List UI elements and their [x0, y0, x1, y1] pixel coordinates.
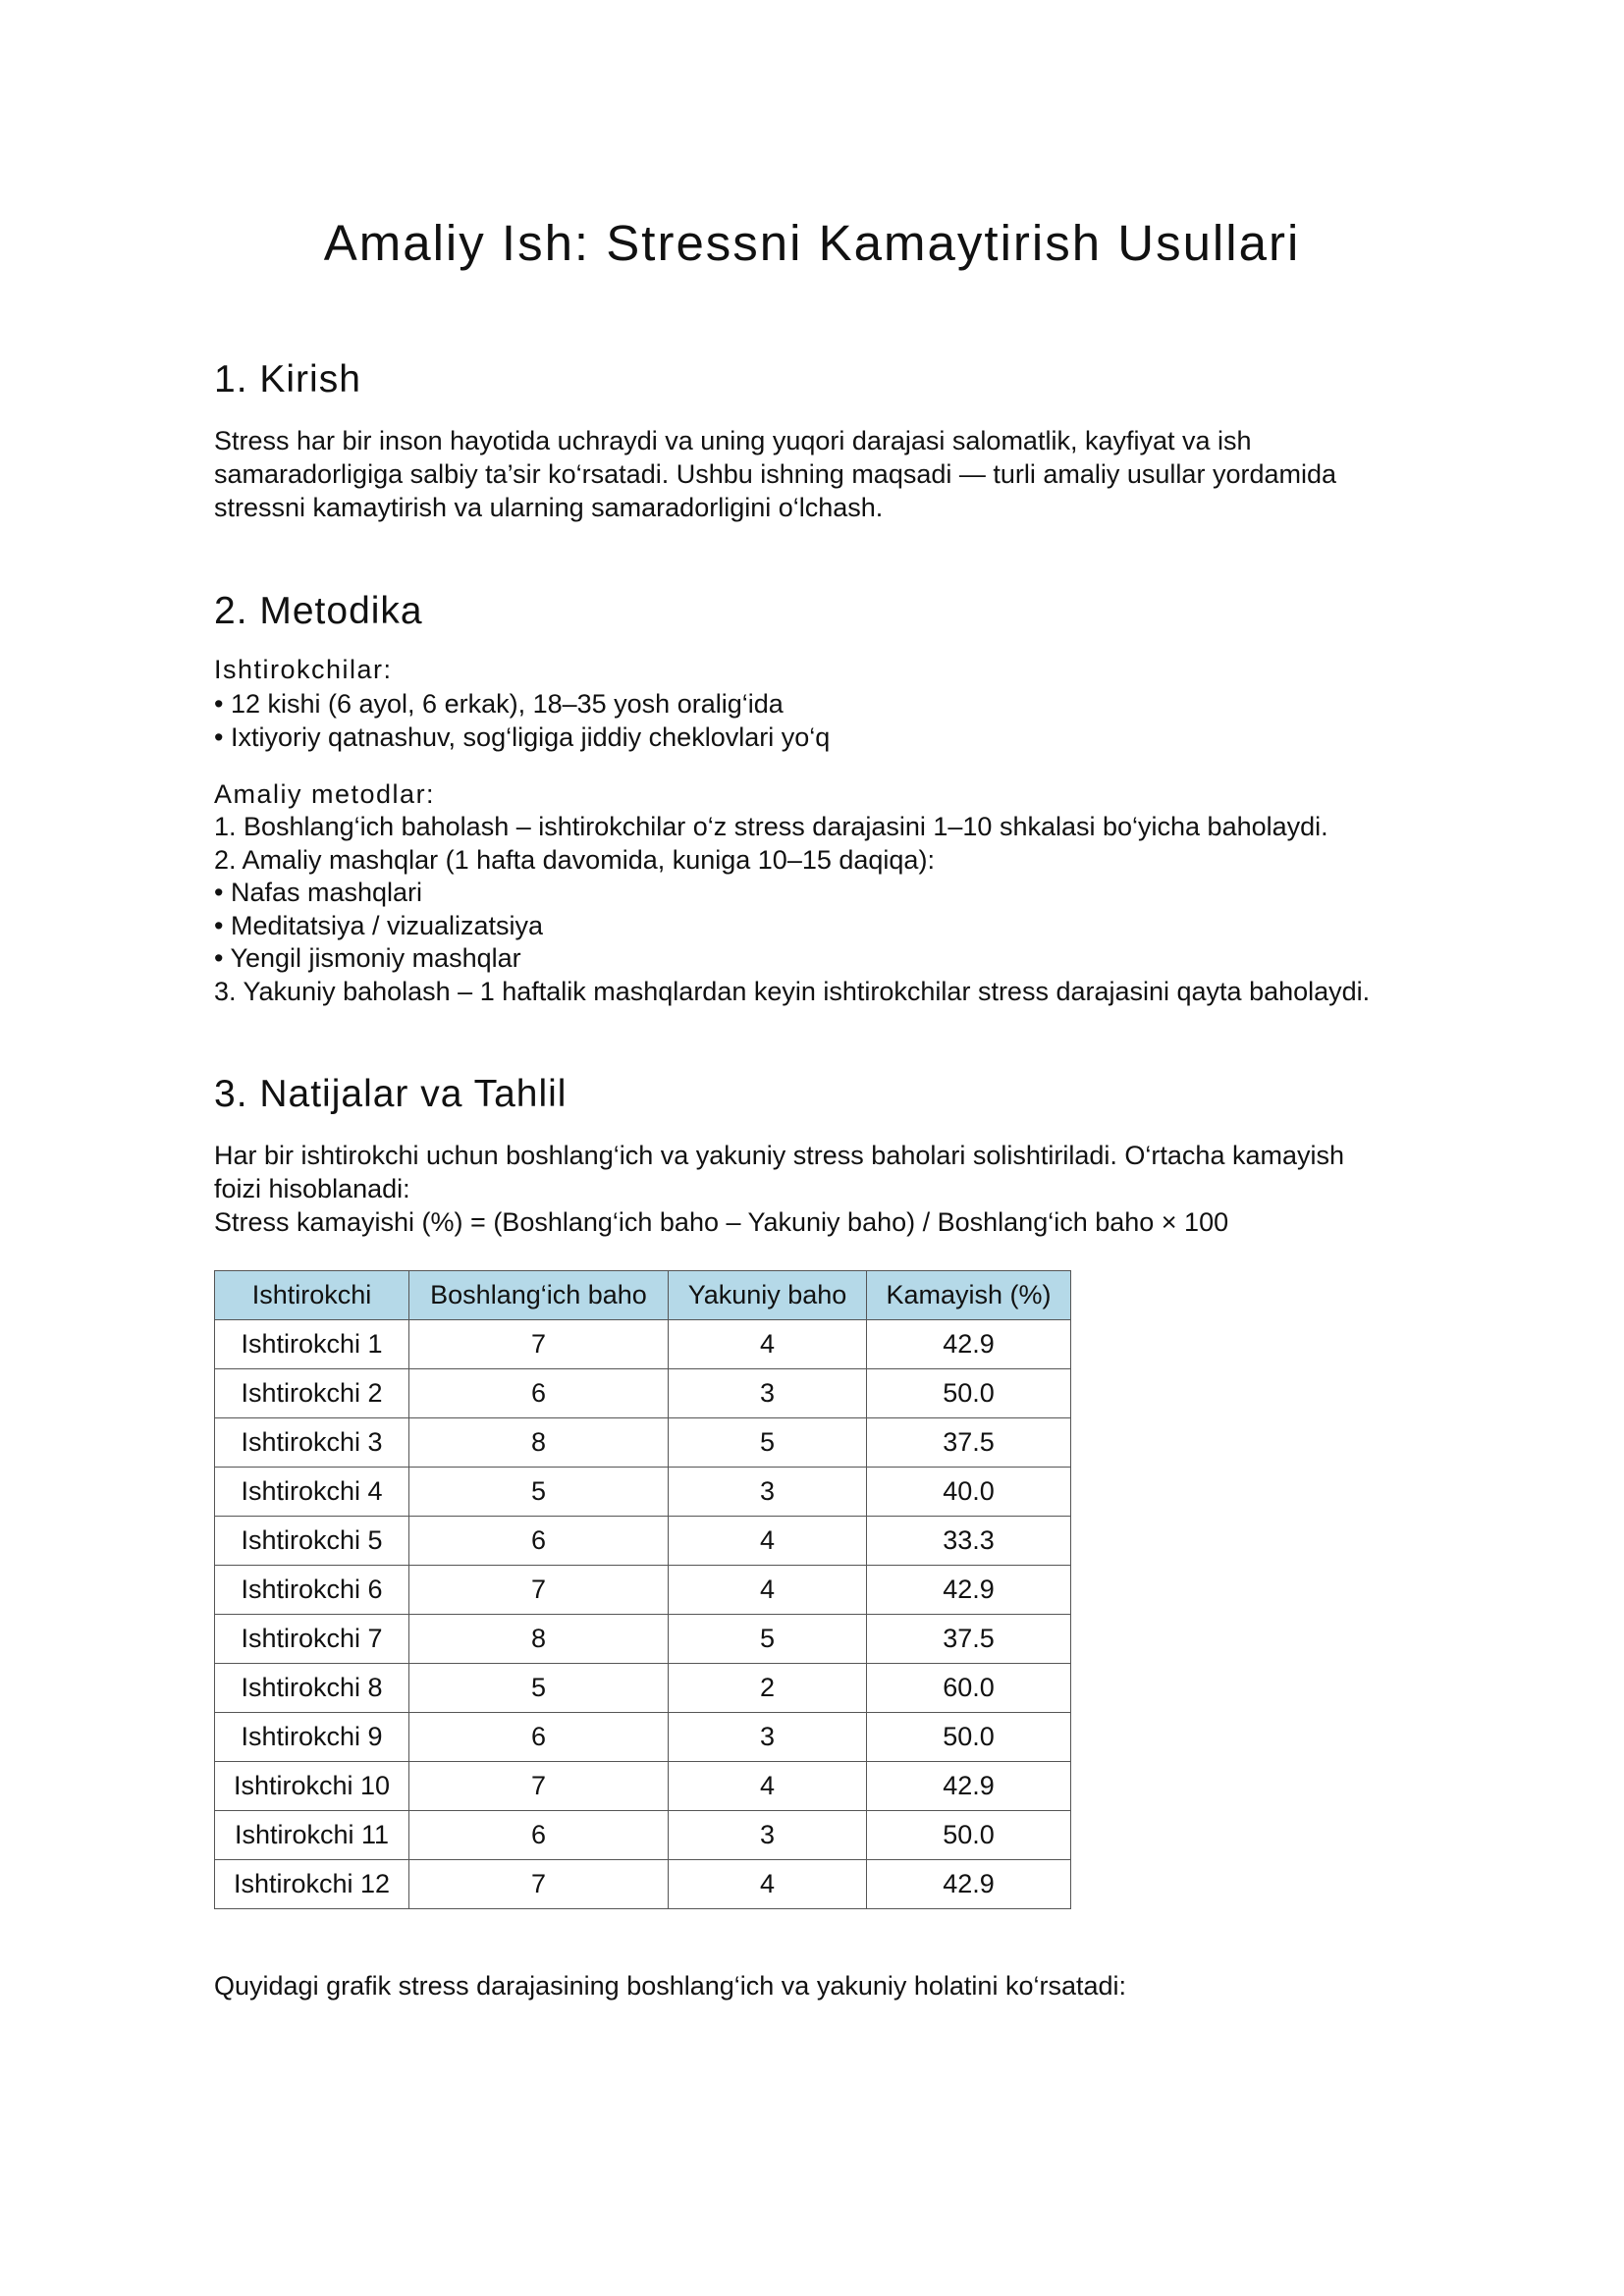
graph-caption [214, 1969, 1432, 2002]
table-cell: 42.9 [867, 1320, 1071, 1369]
intro-line: Stress har bir inson hayotida uchraydi va uning yuqori darajasi salomatlik, kayfiyat va ish [214, 426, 1252, 455]
table-cell: 33.3 [867, 1517, 1071, 1566]
table-cell: 4 [669, 1860, 867, 1909]
column-header: Ishtirokchi [215, 1271, 409, 1320]
list-item: • Yengil jismoniy mashqlar [214, 943, 521, 973]
table-header-row [215, 1271, 1071, 1320]
table-cell: 3 [669, 1468, 867, 1517]
table-cell: 5 [669, 1615, 867, 1664]
table-cell: 50.0 [867, 1713, 1071, 1762]
table-cell: 3 [669, 1811, 867, 1860]
table-row [215, 1468, 1071, 1517]
list-item: • Meditatsiya / vizualizatsiya [214, 910, 544, 940]
list-item: • 12 kishi (6 ayol, 6 erkak), 18–35 yosh oralig‘ida [214, 689, 784, 719]
table-cell: 7 [409, 1566, 669, 1615]
table-row [215, 1517, 1071, 1566]
column-header: Kamayish (%) [867, 1271, 1071, 1320]
methods-list [214, 811, 1370, 1008]
list-item: 3. Yakuniy baholash – 1 haftalik mashqlardan keyin ishtirokchilar stress darajasini qayta baholaydi. [214, 976, 1371, 1006]
results-table [214, 1270, 1071, 1909]
table-cell: 60.0 [867, 1664, 1071, 1713]
table-cell: 37.5 [867, 1615, 1071, 1664]
results-paragraph [214, 1139, 1432, 1239]
participants-list [214, 688, 830, 754]
methods-label: Amaliy metodlar: [214, 779, 436, 809]
table-cell: 6 [409, 1517, 669, 1566]
table-cell: 6 [409, 1811, 669, 1860]
table-cell: 7 [409, 1860, 669, 1909]
table-cell: Ishtirokchi 8 [215, 1664, 409, 1713]
table-cell: Ishtirokchi 12 [215, 1860, 409, 1909]
table-cell: Ishtirokchi 2 [215, 1369, 409, 1418]
document-title: Amaliy Ish: Stressni Kamaytirish Usullari [323, 215, 1301, 271]
table-cell: 8 [409, 1615, 669, 1664]
table-cell: Ishtirokchi 7 [215, 1615, 409, 1664]
table-cell: 50.0 [867, 1369, 1071, 1418]
column-header: Yakuniy baho [669, 1271, 867, 1320]
section-heading-intro: 1. Kirish [214, 358, 361, 400]
table-cell: Ishtirokchi 9 [215, 1713, 409, 1762]
table-row [215, 1664, 1071, 1713]
table-cell: 7 [409, 1762, 669, 1811]
table-cell: 3 [669, 1713, 867, 1762]
table-cell: 6 [409, 1369, 669, 1418]
results-line: foizi hisoblanadi: [214, 1174, 410, 1203]
table-cell: 5 [409, 1468, 669, 1517]
table-cell: 4 [669, 1566, 867, 1615]
table-cell: 5 [409, 1664, 669, 1713]
table-cell: 42.9 [867, 1860, 1071, 1909]
intro-line: samaradorligiga salbiy ta’sir ko‘rsatadi. Ushbu ishning maqsadi — turli amaliy usullar yordamida [214, 459, 1337, 489]
list-item: • Nafas mashqlari [214, 878, 423, 907]
section-heading-method: 2. Metodika [214, 590, 423, 632]
list-item: 2. Amaliy mashqlar (1 hafta davomida, kuniga 10–15 daqiqa): [214, 844, 935, 875]
results-line: Har bir ishtirokchi uchun boshlang‘ich va yakuniy stress baholari solishtiriladi. O‘rtacha kamayish [214, 1141, 1345, 1170]
table-row [215, 1418, 1071, 1468]
table-cell: Ishtirokchi 10 [215, 1762, 409, 1811]
table-row [215, 1762, 1071, 1811]
table-row [215, 1615, 1071, 1664]
formula-line: Stress kamayishi (%) = (Boshlang‘ich baho – Yakuniy baho) / Boshlang‘ich baho × 100 [214, 1207, 1229, 1237]
table-cell: Ishtirokchi 5 [215, 1517, 409, 1566]
table-row [215, 1320, 1071, 1369]
intro-paragraph [214, 424, 1432, 524]
section-heading-results: 3. Natijalar va Tahlil [214, 1073, 568, 1115]
table-cell: 4 [669, 1517, 867, 1566]
column-header: Boshlang‘ich baho [409, 1271, 669, 1320]
table-cell: 50.0 [867, 1811, 1071, 1860]
table-row [215, 1713, 1071, 1762]
table-cell: 37.5 [867, 1418, 1071, 1468]
table-cell: 4 [669, 1762, 867, 1811]
table-row [215, 1811, 1071, 1860]
table-cell: Ishtirokchi 6 [215, 1566, 409, 1615]
table-cell: 4 [669, 1320, 867, 1369]
table-cell: 42.9 [867, 1762, 1071, 1811]
list-item: • Ixtiyoriy qatnashuv, sog‘ligiga jiddiy cheklovlari yo‘q [214, 721, 831, 752]
table-cell: 42.9 [867, 1566, 1071, 1615]
table-body [215, 1320, 1071, 1909]
table-cell: 6 [409, 1713, 669, 1762]
table-cell: Ishtirokchi 11 [215, 1811, 409, 1860]
participants-label: Ishtirokchilar: [214, 655, 393, 684]
table-row [215, 1566, 1071, 1615]
table-cell: 2 [669, 1664, 867, 1713]
table-row [215, 1860, 1071, 1909]
table-cell: Ishtirokchi 1 [215, 1320, 409, 1369]
table-cell: Ishtirokchi 3 [215, 1418, 409, 1468]
table-cell: 5 [669, 1418, 867, 1468]
table-cell: 40.0 [867, 1468, 1071, 1517]
graph-caption-text: Quyidagi grafik stress darajasining boshlang‘ich va yakuniy holatini ko‘rsatadi: [214, 1971, 1126, 2001]
table-cell: 7 [409, 1320, 669, 1369]
table-cell: 3 [669, 1369, 867, 1418]
table-cell: Ishtirokchi 4 [215, 1468, 409, 1517]
table-cell: 8 [409, 1418, 669, 1468]
intro-line: stressni kamaytirish va ularning samaradorligini o‘lchash. [214, 493, 884, 522]
table-row [215, 1369, 1071, 1418]
list-item: 1. Boshlang‘ich baholash – ishtirokchilar o‘z stress darajasini 1–10 shkalasi bo‘yicha baholaydi. [214, 812, 1328, 841]
